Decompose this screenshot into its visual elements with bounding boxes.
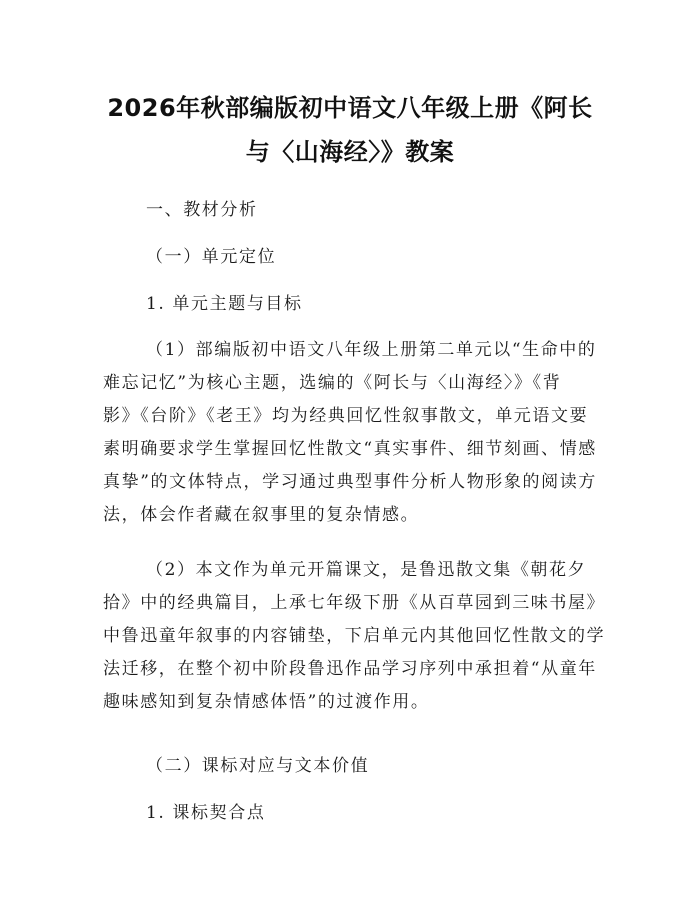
- paragraph-2-line: 拾》中的经典篇目，上承七年级下册《从百草园到三味书屋》: [103, 593, 606, 613]
- item-heading-curriculum-fit: 1. 课标契合点: [146, 803, 266, 823]
- document-title-line-1: 2026年秋部编版初中语文八年级上册《阿长: [107, 94, 593, 122]
- item-heading-unit-theme: 1. 单元主题与目标: [146, 294, 303, 314]
- paragraph-2-line: 法迁移，在整个初中阶段鲁迅作品学习序列中承担着“从童年: [103, 659, 597, 679]
- paragraph-2-line: 趣味感知到复杂情感体悟”的过渡作用。: [103, 692, 430, 712]
- paragraph-1-line: 真挚”的文体特点，学习通过典型事件分析人物形象的阅读方: [103, 472, 597, 492]
- subsection-heading-curriculum-standards: （二）课标对应与文本价值: [146, 756, 370, 776]
- paragraph-1-line: （1）部编版初中语文八年级上册第二单元以“生命中的: [146, 340, 597, 360]
- paragraph-1-line: 法，体会作者藏在叙事里的复杂情感。: [103, 505, 420, 525]
- paragraph-1-line: 难忘记忆”为核心主题，选编的《阿长与〈山海经〉》《背: [103, 373, 562, 393]
- paragraph-1-line: 素明确要求学生掌握回忆性散文“真实事件、细节刻画、情感: [103, 439, 597, 459]
- paragraph-2-line: 中鲁迅童年叙事的内容铺垫，下启单元内其他回忆性散文的学: [103, 626, 606, 646]
- paragraph-2-line: （2）本文作为单元开篇课文，是鲁迅散文集《朝花夕: [146, 560, 587, 580]
- paragraph-1-line: 影》《台阶》《老王》均为经典回忆性叙事散文，单元语文要: [103, 406, 589, 426]
- section-heading-textbook-analysis: 一、教材分析: [146, 200, 258, 220]
- subsection-heading-unit-positioning: （一）单元定位: [146, 247, 277, 267]
- document-title-line-2: 与〈山海经〉》教案: [245, 138, 455, 166]
